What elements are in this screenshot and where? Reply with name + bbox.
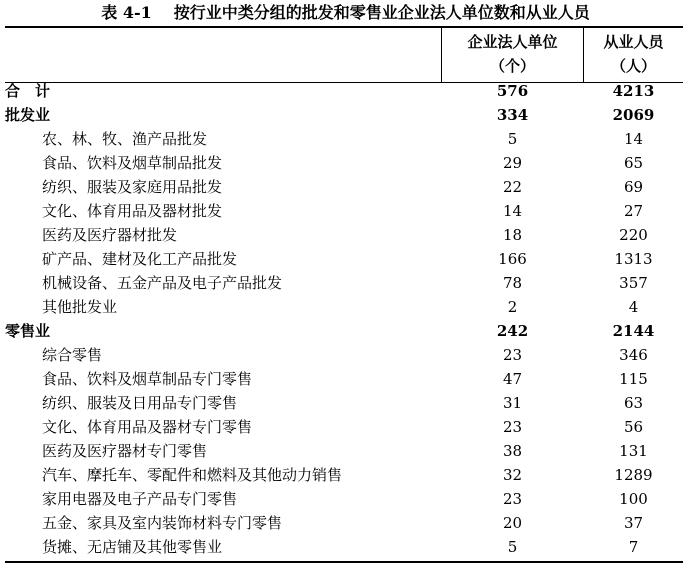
table-row [5,535,683,559]
units-value: 576 [496,82,529,100]
table-row [5,367,683,391]
employees-value: 115 [619,370,648,388]
employees-value: 346 [619,346,648,364]
table-row [5,463,683,487]
units-value: 38 [502,442,523,460]
row-label: 文化、体育用品及器材专门零售 [42,418,253,436]
units-value: 78 [502,274,523,292]
units-value: 14 [502,202,523,220]
row-label: 其他批发业 [42,298,118,316]
units-value: 23 [502,346,523,364]
employees-value: 4213 [612,82,655,100]
units-value: 334 [496,106,529,124]
row-label: 食品、饮料及烟草制品专门零售 [42,370,253,388]
column-header-employees-line1: 从业人员 [603,33,664,51]
table-row [5,103,683,127]
table-row [5,319,683,343]
units-value: 23 [502,490,523,508]
units-value: 242 [496,322,529,340]
row-label: 医药及医疗器材批发 [42,226,178,244]
table-row [5,79,683,103]
table-row [5,271,683,295]
table-title-text: 按行业中类分组的批发和零售业企业法人单位数和从业人员 [173,3,590,22]
units-value: 23 [502,418,523,436]
bottom-rule [5,561,683,563]
units-value: 18 [502,226,523,244]
units-value: 31 [502,394,523,412]
row-label: 文化、体育用品及器材批发 [42,202,223,220]
units-value: 5 [507,538,518,556]
row-label: 批发业 [5,106,51,124]
table-number: 表 4-1 [101,3,152,22]
employees-value: 4 [628,298,639,316]
row-label: 家用电器及电子产品专门零售 [42,490,238,508]
row-label: 机械设备、五金产品及电子产品批发 [42,274,283,292]
table-body [5,79,683,559]
units-value: 29 [502,154,523,172]
units-value: 2 [507,298,518,316]
units-value: 32 [502,466,523,484]
employees-value: 1313 [614,250,653,268]
employees-value: 63 [623,394,644,412]
row-label: 五金、家具及室内装饰材料专门零售 [42,514,283,532]
table-row [5,223,683,247]
row-label: 零售业 [5,322,51,340]
table-title [0,2,691,24]
employees-value: 65 [623,154,644,172]
table-row [5,175,683,199]
row-label: 汽车、摩托车、零配件和燃料及其他动力销售 [42,466,343,484]
table-row [5,391,683,415]
table-row [5,415,683,439]
employees-value: 2144 [612,322,655,340]
employees-value: 37 [623,514,644,532]
employees-value: 100 [619,490,648,508]
column-header-units [442,30,583,80]
column-header-units-line2: （个） [489,57,535,75]
employees-value: 7 [628,538,639,556]
table-row [5,511,683,535]
table-row [5,199,683,223]
units-value: 20 [502,514,523,532]
row-label: 合 计 [5,82,51,100]
row-label: 货摊、无店铺及其他零售业 [42,538,223,556]
employees-value: 69 [623,178,644,196]
top-rule [5,26,683,28]
units-value: 47 [502,370,523,388]
column-header-employees [584,30,683,80]
employees-value: 27 [623,202,644,220]
table-row [5,151,683,175]
employees-value: 1289 [614,466,653,484]
employees-value: 131 [619,442,648,460]
column-header-employees-line2: （人） [610,57,656,75]
row-label: 纺织、服装及家庭用品批发 [42,178,223,196]
column-header-units-line1: 企业法人单位 [467,33,558,51]
row-label: 纺织、服装及日用品专门零售 [42,394,238,412]
employees-value: 357 [619,274,648,292]
table-row [5,343,683,367]
units-value: 5 [507,130,518,148]
row-label: 医药及医疗器材专门零售 [42,442,208,460]
row-label: 农、林、牧、渔产品批发 [42,130,208,148]
employees-value: 56 [623,418,644,436]
table-row [5,439,683,463]
row-label: 食品、饮料及烟草制品批发 [42,154,223,172]
employees-value: 220 [619,226,648,244]
employees-value: 2069 [612,106,655,124]
table-row [5,295,683,319]
units-value: 22 [502,178,523,196]
units-value: 166 [498,250,527,268]
row-label: 矿产品、建材及化工产品批发 [42,250,238,268]
employees-value: 14 [623,130,644,148]
table-row [5,247,683,271]
row-label: 综合零售 [42,346,103,364]
table-row [5,487,683,511]
table-row [5,127,683,151]
